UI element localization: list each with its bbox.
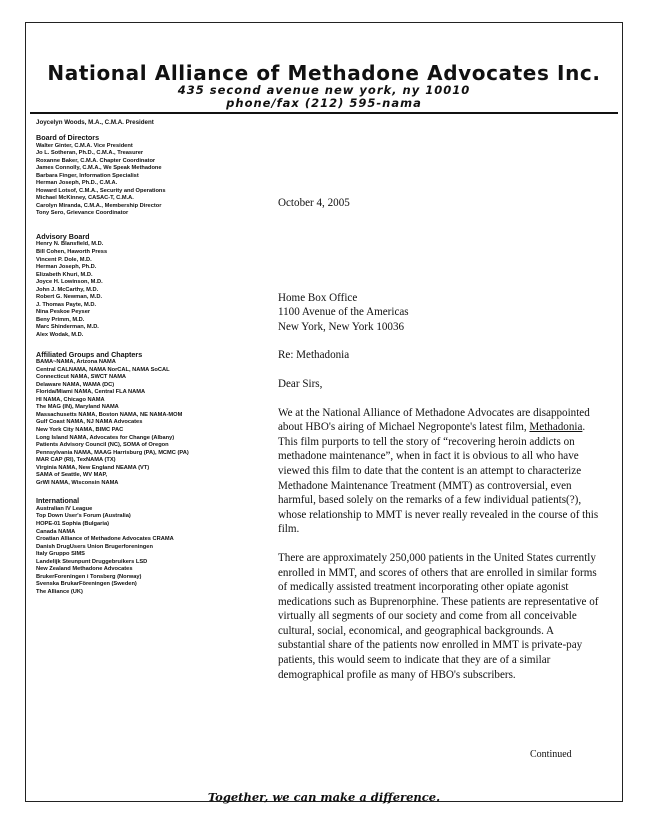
list-item: Connecticut NAMA, SWCT NAMA — [36, 374, 127, 381]
list-item: Barbara Finger, Information Specialist — [36, 172, 139, 179]
list-item: Canada NAMA — [36, 528, 76, 535]
list-item: Beny Primm, M.D. — [36, 316, 85, 323]
list-item: Alex Wodak, M.D. — [36, 332, 84, 339]
recipient-line: New York, New York 10036 — [278, 320, 405, 333]
letterhead — [25, 62, 623, 110]
list-item: Croatian Alliance of Methadone Advocates CRAMA — [36, 536, 174, 543]
letterhead-divider — [30, 112, 618, 114]
president-line: Joycelyn Woods, M.A., C.M.A. President — [36, 119, 154, 126]
list-item: Herman Joseph, Ph.D. — [36, 264, 97, 271]
list-item: Danish DrugUsers Union Brugerforeningen — [36, 543, 153, 550]
list-item: SAMA of Seattle, WV MAP, — [36, 472, 108, 479]
subject-line: Re: Methadonia — [278, 349, 350, 362]
list-item: BrukerForeningen i Tonsberg (Norway) — [36, 573, 142, 580]
list-item: Australian IV League — [36, 505, 93, 512]
international-list — [36, 506, 256, 597]
list-item: Nina Peskoe Peyser — [36, 309, 91, 316]
list-item: Landelijk Steunpunt Druggebruikers LSD — [36, 558, 148, 565]
continued-note: Continued — [530, 749, 572, 760]
organization-address: 435 second avenue new york, ny 10010 — [177, 83, 471, 97]
list-item: The MAG (IN), Maryland NAMA — [36, 404, 119, 411]
list-item: Walter Ginter, C.M.A. Vice President — [36, 142, 133, 149]
list-item: Florida/Miami NAMA, Central FLA NAMA — [36, 389, 146, 396]
list-item: Marc Shinderman, M.D. — [36, 324, 99, 331]
paragraph-text: . This film purports to tell the story of “recovering heroin addicts on methadone maintenance”, when in fact it is obvious to all who have viewed this film to date that the content is an attempt to characterize Methadone Maintenance Treatment (MMT) as controversial, even harmful, based solely on the remarks of a few individual patients(?), whose relationship to MMT is never really revealed in the course of this film. — [278, 421, 599, 536]
letter-body — [278, 196, 600, 682]
list-item: J. Thomas Payte, M.D. — [36, 301, 97, 308]
list-item: Long Island NAMA, Advocates for Change (Albany) — [36, 434, 175, 441]
affiliated-groups-section — [36, 350, 256, 488]
advisory-list — [36, 241, 256, 339]
list-item: Tony Sero, Grievance Coordinator — [36, 210, 129, 217]
film-title: Methadonia — [529, 421, 583, 434]
list-item: Gulf Coast NAMA, NJ NAMA Advocates — [36, 419, 143, 426]
list-item: Delaware NAMA, WAMA (DC) — [36, 381, 115, 388]
list-item: Carolyn Miranda, C.M.A., Membership Director — [36, 202, 162, 209]
list-item: Central CALNAMA, NAMA NorCAL, NAMA SoCAL — [36, 366, 170, 373]
list-item: Roxanne Baker, C.M.A. Chapter Coordinator — [36, 157, 156, 164]
recipient-line: Home Box Office — [278, 291, 358, 304]
list-item: Joyce H. Lowinson, M.D. — [36, 279, 103, 286]
list-item: Massachusetts NAMA, Boston NAMA, NE NAMA-MOM — [36, 411, 183, 418]
advisory-board-section — [36, 232, 256, 340]
list-item: Elizabeth Khuri, M.D. — [36, 271, 93, 278]
board-list — [36, 143, 256, 218]
list-item: Michael McKinney, CASAC-T, C.M.A. — [36, 195, 134, 202]
affiliated-list — [36, 359, 256, 487]
sidebar-roster — [36, 118, 256, 596]
list-item: Vincent P. Dole, M.D. — [36, 256, 92, 263]
list-item: Bill Cohen, Haworth Press — [36, 249, 108, 256]
list-item: Herman Joseph, Ph.D., C.M.A. — [36, 180, 118, 187]
section-title: Affiliated Groups and Chapters — [36, 349, 143, 359]
list-item: New York City NAMA, BIMC PAC — [36, 427, 124, 433]
list-item: HI NAMA, Chicago NAMA — [36, 396, 105, 403]
list-item: HOPE-01 Sophia (Bulgaria) — [36, 520, 110, 527]
list-item: John J. McCarthy, M.D. — [36, 286, 99, 293]
list-item: MAR CAP (RI), TexNAMA (TX) — [36, 457, 116, 464]
list-item: James Connolly, C.M.A., We Speak Methadone — [36, 165, 162, 172]
letter-date: October 4, 2005 — [278, 197, 350, 209]
paragraph-2: There are approximately 250,000 patients in the United States currently enrolled in MMT, and scores of others that are enrolled in similar forms of medically assisted treatment incorporating other opiate agonist medications such as Buprenorphine. These patients are representative of virtually all segments of our society and come from all conceivable cultural, social, economical, and geographical backgrounds. A substantial share of the patients now enrolled in MMT is private-pay patients, this would seem to indicate that they are of a similar demographical profile as many of HBO's subscribers. — [278, 551, 599, 681]
list-item: Pennsylvania NAMA, MAAG Harrisburg (PA), MCMC (PA) — [36, 449, 189, 456]
list-item: Virginia NAMA, New England NEAMA (VT) — [36, 464, 150, 471]
paragraph-1 — [278, 406, 600, 537]
list-item: Robert G. Newman, M.D. — [36, 294, 103, 301]
organization-name: National Alliance of Methadone Advocates Inc. — [47, 61, 601, 85]
board-of-directors-section — [36, 133, 256, 218]
list-item: The Alliance (UK) — [36, 588, 83, 595]
section-title: International — [36, 496, 80, 506]
list-item: GrWI NAMA, Wisconsin NAMA — [36, 479, 119, 486]
list-item: Henry N. Blansfield, M.D. — [36, 241, 104, 248]
list-item: New Zealand Methadone Advocates — [36, 566, 133, 573]
organization-phone: phone/fax (212) 595-nama — [226, 96, 422, 110]
list-item: Patients Advisory Council (NC), SOMA of Oregon — [36, 442, 169, 449]
paragraph-text: We at the National Alliance of Methadone Advocates are disappointed about HBO's airing of Michael Negroponte's latest film, — [278, 406, 590, 434]
list-item: Svenska BrukarFöreningen (Sweden) — [36, 581, 137, 588]
international-section — [36, 496, 256, 596]
list-item: Italy Gruppo SIMS — [36, 551, 85, 558]
section-title: Advisory Board — [36, 231, 90, 241]
recipient-line: 1100 Avenue of the Americas — [278, 306, 409, 319]
section-title: Board of Directors — [36, 133, 100, 142]
list-item: BAMA~NAMA, Arizona NAMA — [36, 359, 116, 366]
recipient-address — [278, 291, 600, 335]
salutation: Dear Sirs, — [278, 377, 323, 390]
list-item: Jo L. Sotheran, Ph.D., C.M.A., Treasurer — [36, 150, 144, 157]
list-item: Top Down User's Forum (Australia) — [36, 513, 131, 520]
list-item: Howard Lotsof, C.M.A., Security and Operations — [36, 187, 166, 194]
footer-motto: Together, we can make a difference. — [207, 790, 441, 804]
